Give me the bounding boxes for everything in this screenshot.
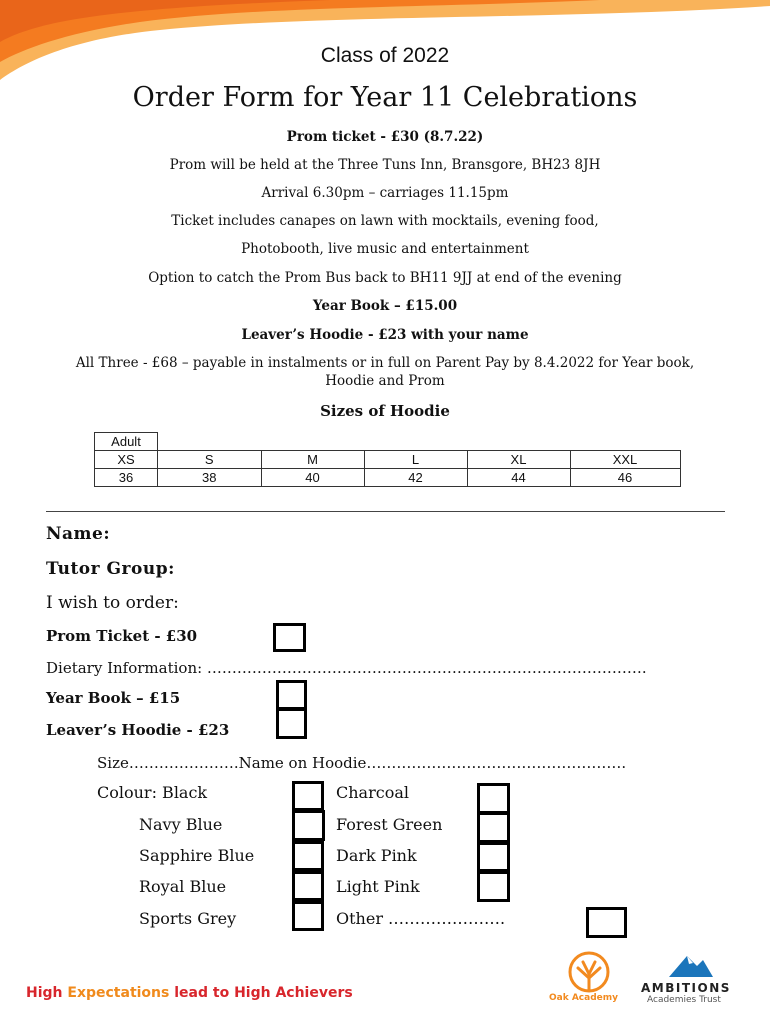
sizes-heading: Sizes of Hoodie (320, 402, 450, 420)
colour-light-pink-label: Light Pink (336, 877, 420, 896)
prom-ticket-checkbox[interactable] (273, 623, 306, 652)
colour-sapphire-checkbox[interactable] (292, 841, 324, 871)
class-of-heading: Class of 2022 (320, 44, 450, 67)
name-label: Name: (46, 524, 111, 544)
size-cell: XXL (570, 451, 680, 469)
colour-other-label: Other …………………. (336, 909, 506, 928)
hoodie-checkbox[interactable] (276, 708, 307, 739)
extras-text: Photobooth, live music and entertainment (241, 241, 529, 257)
arrival-text: Arrival 6.30pm – carriages 11.15pm (261, 185, 509, 201)
colour-navy-label: Navy Blue (139, 815, 223, 834)
dietary-label: Dietary Information: ……………………………………………………………………………. (46, 659, 647, 677)
includes-text: Ticket includes canapes on lawn with mocktails, evening food, (171, 213, 599, 229)
ambitions-trust-logo-icon (667, 952, 715, 978)
oak-academy-logo-icon (556, 950, 622, 998)
bus-text: Option to catch the Prom Bus back to BH11 9JJ at end of the evening (148, 270, 622, 286)
chest-row (95, 469, 681, 487)
colour-dark-pink-label: Dark Pink (336, 846, 417, 865)
slogan-part: High Achievers (234, 985, 353, 1001)
chest-cell: 38 (158, 469, 262, 487)
size-cell: L (364, 451, 467, 469)
tutor-group-label: Tutor Group: (46, 559, 175, 579)
colour-other-checkbox[interactable] (586, 907, 627, 938)
chest-cell: 40 (261, 469, 364, 487)
colour-sports-grey-checkbox[interactable] (292, 901, 324, 931)
size-cell: S (158, 451, 262, 469)
size-and-name-line: Size………………….Name on Hoodie……………………………………………. (97, 754, 627, 772)
yearbook-checkbox[interactable] (276, 680, 307, 710)
adult-label: Adult (95, 433, 158, 451)
prom-ticket-label: Prom Ticket - £30 (46, 627, 198, 645)
hoodie-label: Leaver’s Hoodie - £23 (46, 721, 230, 739)
size-cell: XL (467, 451, 570, 469)
slogan-part: Expectations (67, 985, 170, 1001)
prom-ticket-heading: Prom ticket - £30 (8.7.22) (286, 129, 484, 145)
yearbook-heading: Year Book – £15.00 (312, 298, 458, 314)
wish-to-order-label: I wish to order: (46, 593, 179, 613)
colour-light-pink-checkbox[interactable] (477, 871, 510, 902)
colour-sports-grey-label: Sports Grey (139, 909, 237, 928)
all-three-text-1: All Three - £68 – payable in instalments or in full on Parent Pay by 8.4.2022 for Year book, (75, 355, 695, 371)
section-divider (46, 511, 725, 512)
oak-academy-name: Oak Academy (549, 993, 619, 1003)
footer-slogan (26, 985, 353, 1001)
colour-sapphire-label: Sapphire Blue (139, 846, 255, 865)
yearbook-label: Year Book – £15 (46, 689, 181, 707)
colour-forest-green-checkbox[interactable] (477, 812, 510, 843)
colour-dark-pink-checkbox[interactable] (477, 842, 510, 872)
ambitions-trust-name: AMBITIONS (641, 981, 731, 995)
colour-forest-green-label: Forest Green (336, 815, 443, 834)
colour-charcoal-checkbox[interactable] (477, 783, 510, 814)
colour-black-checkbox[interactable] (292, 781, 324, 811)
colour-charcoal-label: Charcoal (336, 783, 409, 802)
chest-cell: 44 (467, 469, 570, 487)
colour-navy-checkbox[interactable] (292, 810, 325, 841)
page-title: Order Form for Year 11 Celebrations (132, 82, 638, 113)
colour-royal-checkbox[interactable] (292, 871, 324, 901)
hoodie-size-table (94, 432, 681, 487)
slogan-part: lead to (169, 985, 235, 1001)
all-three-text-2: Hoodie and Prom (325, 373, 445, 389)
colour-black-label: Colour: Black (97, 783, 208, 802)
size-cell: M (261, 451, 364, 469)
ambitions-trust-subtitle: Academies Trust (647, 995, 721, 1005)
chest-cell: 46 (570, 469, 680, 487)
size-row (95, 451, 681, 469)
hoodie-heading: Leaver’s Hoodie - £23 with your name (241, 327, 529, 343)
colour-royal-label: Royal Blue (139, 877, 227, 896)
chest-cell: 36 (95, 469, 158, 487)
slogan-part: High (26, 985, 68, 1001)
size-cell: XS (95, 451, 158, 469)
chest-cell: 42 (364, 469, 467, 487)
venue-text: Prom will be held at the Three Tuns Inn, Bransgore, BH23 8JH (169, 157, 601, 173)
